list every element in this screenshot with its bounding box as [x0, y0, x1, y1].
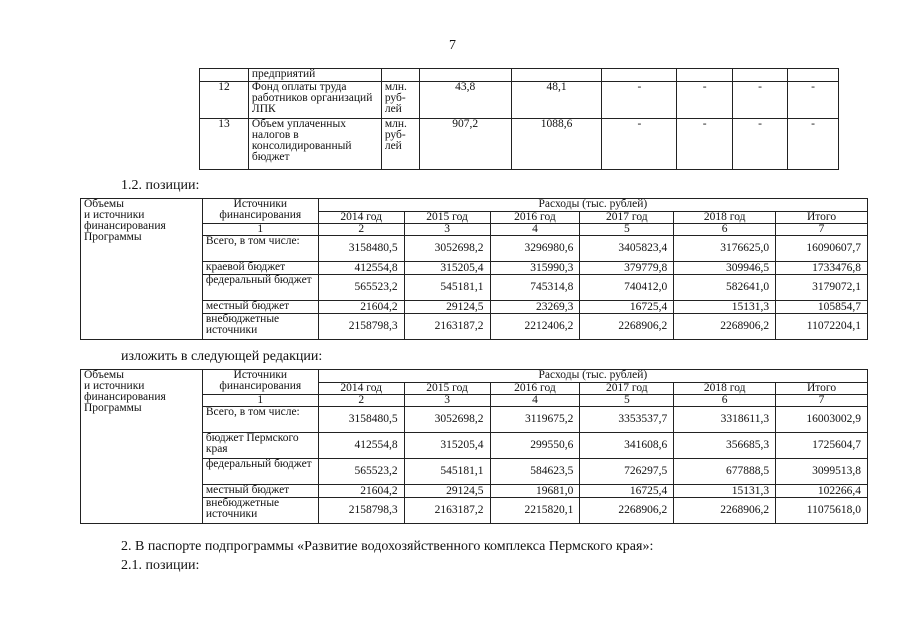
value-cell: 1733476,8: [776, 262, 868, 275]
column-number: 5: [580, 224, 674, 236]
replace-instruction: изложить в следующей редакции:: [121, 349, 323, 364]
expenses-header: Расходы (тыс. рублей): [318, 199, 867, 212]
value-cell: 19681,0: [490, 485, 580, 498]
value-cell: 315205,4: [404, 433, 490, 459]
year-header: 2015 год: [404, 212, 490, 224]
column-number: 4: [490, 224, 580, 236]
total-header: Итого: [776, 212, 868, 224]
column-number: 6: [674, 395, 776, 407]
value-cell: 3405823,4: [580, 236, 674, 262]
value-cell: -: [602, 119, 677, 170]
unit-cell: [381, 69, 419, 82]
value-cell: 2215820,1: [490, 498, 580, 524]
value-cell: 3296980,6: [490, 236, 580, 262]
year-header: 2016 год: [490, 383, 580, 395]
expenses-header: Расходы (тыс. рублей): [318, 370, 867, 383]
source-cell: внебюджетные источники: [202, 314, 318, 340]
column-number: 7: [776, 395, 868, 407]
table-row: [200, 119, 839, 170]
source-cell: краевой бюджет: [202, 262, 318, 275]
value-cell: 3119675,2: [490, 407, 580, 433]
value-cell: 2163187,2: [404, 314, 490, 340]
value-cell: 3176625,0: [674, 236, 776, 262]
unit-cell: млн. руб-лей: [381, 119, 419, 170]
section-2-heading: 2. В паспорте подпрограммы «Развитие водохозяйственного комплекса Пермского края»:: [121, 539, 654, 554]
sources-header: [202, 199, 318, 224]
value-cell: 15131,3: [674, 301, 776, 314]
year-header: 2017 год: [580, 383, 674, 395]
label-line: Объемы: [84, 369, 124, 381]
year-header: 2014 год: [318, 212, 404, 224]
value-cell: 2163187,2: [404, 498, 490, 524]
value-cell: [511, 69, 602, 82]
value-cell: -: [788, 119, 839, 170]
value-cell: 315990,3: [490, 262, 580, 275]
value-cell: 3353537,7: [580, 407, 674, 433]
value-cell: 545181,1: [404, 459, 490, 485]
value-cell: 3179072,1: [776, 275, 868, 301]
source-cell: внебюджетные источники: [202, 498, 318, 524]
label-line: Программы: [84, 231, 142, 243]
column-number: 2: [318, 224, 404, 236]
value-cell: 16090607,7: [776, 236, 868, 262]
value-cell: 29124,5: [404, 301, 490, 314]
value-cell: 412554,8: [318, 433, 404, 459]
value-cell: 21604,2: [318, 485, 404, 498]
value-cell: 1725604,7: [776, 433, 868, 459]
column-number: 3: [404, 395, 490, 407]
value-cell: -: [733, 82, 788, 119]
value-cell: 2212406,2: [490, 314, 580, 340]
value-cell: 907,2: [419, 119, 511, 170]
financing-label: [81, 199, 203, 340]
value-cell: 2158798,3: [318, 314, 404, 340]
label-line: финансирования: [84, 220, 166, 232]
value-cell: 745314,8: [490, 275, 580, 301]
value-cell: 3052698,2: [404, 236, 490, 262]
financing-label: [81, 370, 203, 524]
value-cell: 299550,6: [490, 433, 580, 459]
value-cell: 102266,4: [776, 485, 868, 498]
table-row: [200, 69, 839, 82]
financing-table-new: [80, 369, 868, 524]
year-header: 2017 год: [580, 212, 674, 224]
row-number: 13: [200, 119, 249, 170]
value-cell: 2268906,2: [674, 498, 776, 524]
value-cell: 48,1: [511, 82, 602, 119]
label-line: Объемы: [84, 198, 124, 210]
sources-header: [202, 370, 318, 395]
unit-cell: млн. руб-лей: [381, 82, 419, 119]
source-cell: федеральный бюджет: [202, 275, 318, 301]
value-cell: 545181,1: [404, 275, 490, 301]
column-number: 5: [580, 395, 674, 407]
value-cell: [677, 69, 733, 82]
value-cell: 11072204,1: [776, 314, 868, 340]
value-cell: 2268906,2: [580, 498, 674, 524]
value-cell: 105854,7: [776, 301, 868, 314]
page-number: 7: [449, 38, 456, 53]
value-cell: 740412,0: [580, 275, 674, 301]
value-cell: 356685,3: [674, 433, 776, 459]
value-cell: 21604,2: [318, 301, 404, 314]
column-number: 4: [490, 395, 580, 407]
value-cell: 2158798,3: [318, 498, 404, 524]
column-number: 2: [318, 395, 404, 407]
column-number: 7: [776, 224, 868, 236]
value-cell: -: [788, 82, 839, 119]
value-cell: 3052698,2: [404, 407, 490, 433]
value-cell: [733, 69, 788, 82]
year-header: 2016 год: [490, 212, 580, 224]
source-cell: местный бюджет: [202, 301, 318, 314]
value-cell: -: [677, 82, 733, 119]
year-header: 2018 год: [674, 383, 776, 395]
section-1-2-heading: 1.2. позиции:: [121, 178, 200, 193]
value-cell: 726297,5: [580, 459, 674, 485]
column-number: 6: [674, 224, 776, 236]
year-header: 2014 год: [318, 383, 404, 395]
label-line: финансирования: [84, 391, 166, 403]
value-cell: 15131,3: [674, 485, 776, 498]
value-cell: 677888,5: [674, 459, 776, 485]
value-cell: 16003002,9: [776, 407, 868, 433]
indicator-name: Объем уплаченных налогов в консолидированный бюджет: [248, 119, 381, 170]
value-cell: 584623,5: [490, 459, 580, 485]
source-cell: местный бюджет: [202, 485, 318, 498]
value-cell: 16725,4: [580, 301, 674, 314]
value-cell: 11075618,0: [776, 498, 868, 524]
label-line: и источники: [84, 209, 145, 221]
value-cell: -: [677, 119, 733, 170]
source-cell: Всего, в том числе:: [202, 236, 318, 262]
value-cell: 23269,3: [490, 301, 580, 314]
value-cell: -: [602, 82, 677, 119]
source-cell: Всего, в том числе:: [202, 407, 318, 433]
value-cell: 3318611,3: [674, 407, 776, 433]
total-header: Итого: [776, 383, 868, 395]
value-cell: 29124,5: [404, 485, 490, 498]
header-line: Источники: [233, 198, 288, 210]
value-cell: 16725,4: [580, 485, 674, 498]
value-cell: 3158480,5: [318, 407, 404, 433]
column-number: 3: [404, 224, 490, 236]
value-cell: [602, 69, 677, 82]
year-header: 2015 год: [404, 383, 490, 395]
year-header: 2018 год: [674, 212, 776, 224]
indicator-name: Фонд оплаты труда работников организаций ЛПК: [248, 82, 381, 119]
value-cell: 3099513,8: [776, 459, 868, 485]
value-cell: 379779,8: [580, 262, 674, 275]
source-cell: бюджет Пермского края: [202, 433, 318, 459]
value-cell: 43,8: [419, 82, 511, 119]
column-number: 1: [202, 224, 318, 236]
table-row: [200, 82, 839, 119]
value-cell: 582641,0: [674, 275, 776, 301]
row-number: [200, 69, 249, 82]
label-line: и источники: [84, 380, 145, 392]
value-cell: 412554,8: [318, 262, 404, 275]
value-cell: 1088,6: [511, 119, 602, 170]
value-cell: 565523,2: [318, 275, 404, 301]
indicators-table: [199, 68, 839, 170]
value-cell: 3158480,5: [318, 236, 404, 262]
row-number: 12: [200, 82, 249, 119]
value-cell: 309946,5: [674, 262, 776, 275]
section-2-1-heading: 2.1. позиции:: [121, 558, 200, 573]
header-line: финансирования: [219, 380, 302, 392]
value-cell: [788, 69, 839, 82]
indicator-name: предприятий: [248, 69, 381, 82]
header-line: финансирования: [219, 209, 302, 221]
value-cell: [419, 69, 511, 82]
label-line: Программы: [84, 402, 142, 414]
value-cell: 341608,6: [580, 433, 674, 459]
value-cell: 565523,2: [318, 459, 404, 485]
header-line: Источники: [233, 369, 288, 381]
value-cell: -: [733, 119, 788, 170]
financing-table-old: [80, 198, 868, 340]
value-cell: 2268906,2: [674, 314, 776, 340]
value-cell: 315205,4: [404, 262, 490, 275]
column-number: 1: [202, 395, 318, 407]
value-cell: 2268906,2: [580, 314, 674, 340]
source-cell: федеральный бюджет: [202, 459, 318, 485]
